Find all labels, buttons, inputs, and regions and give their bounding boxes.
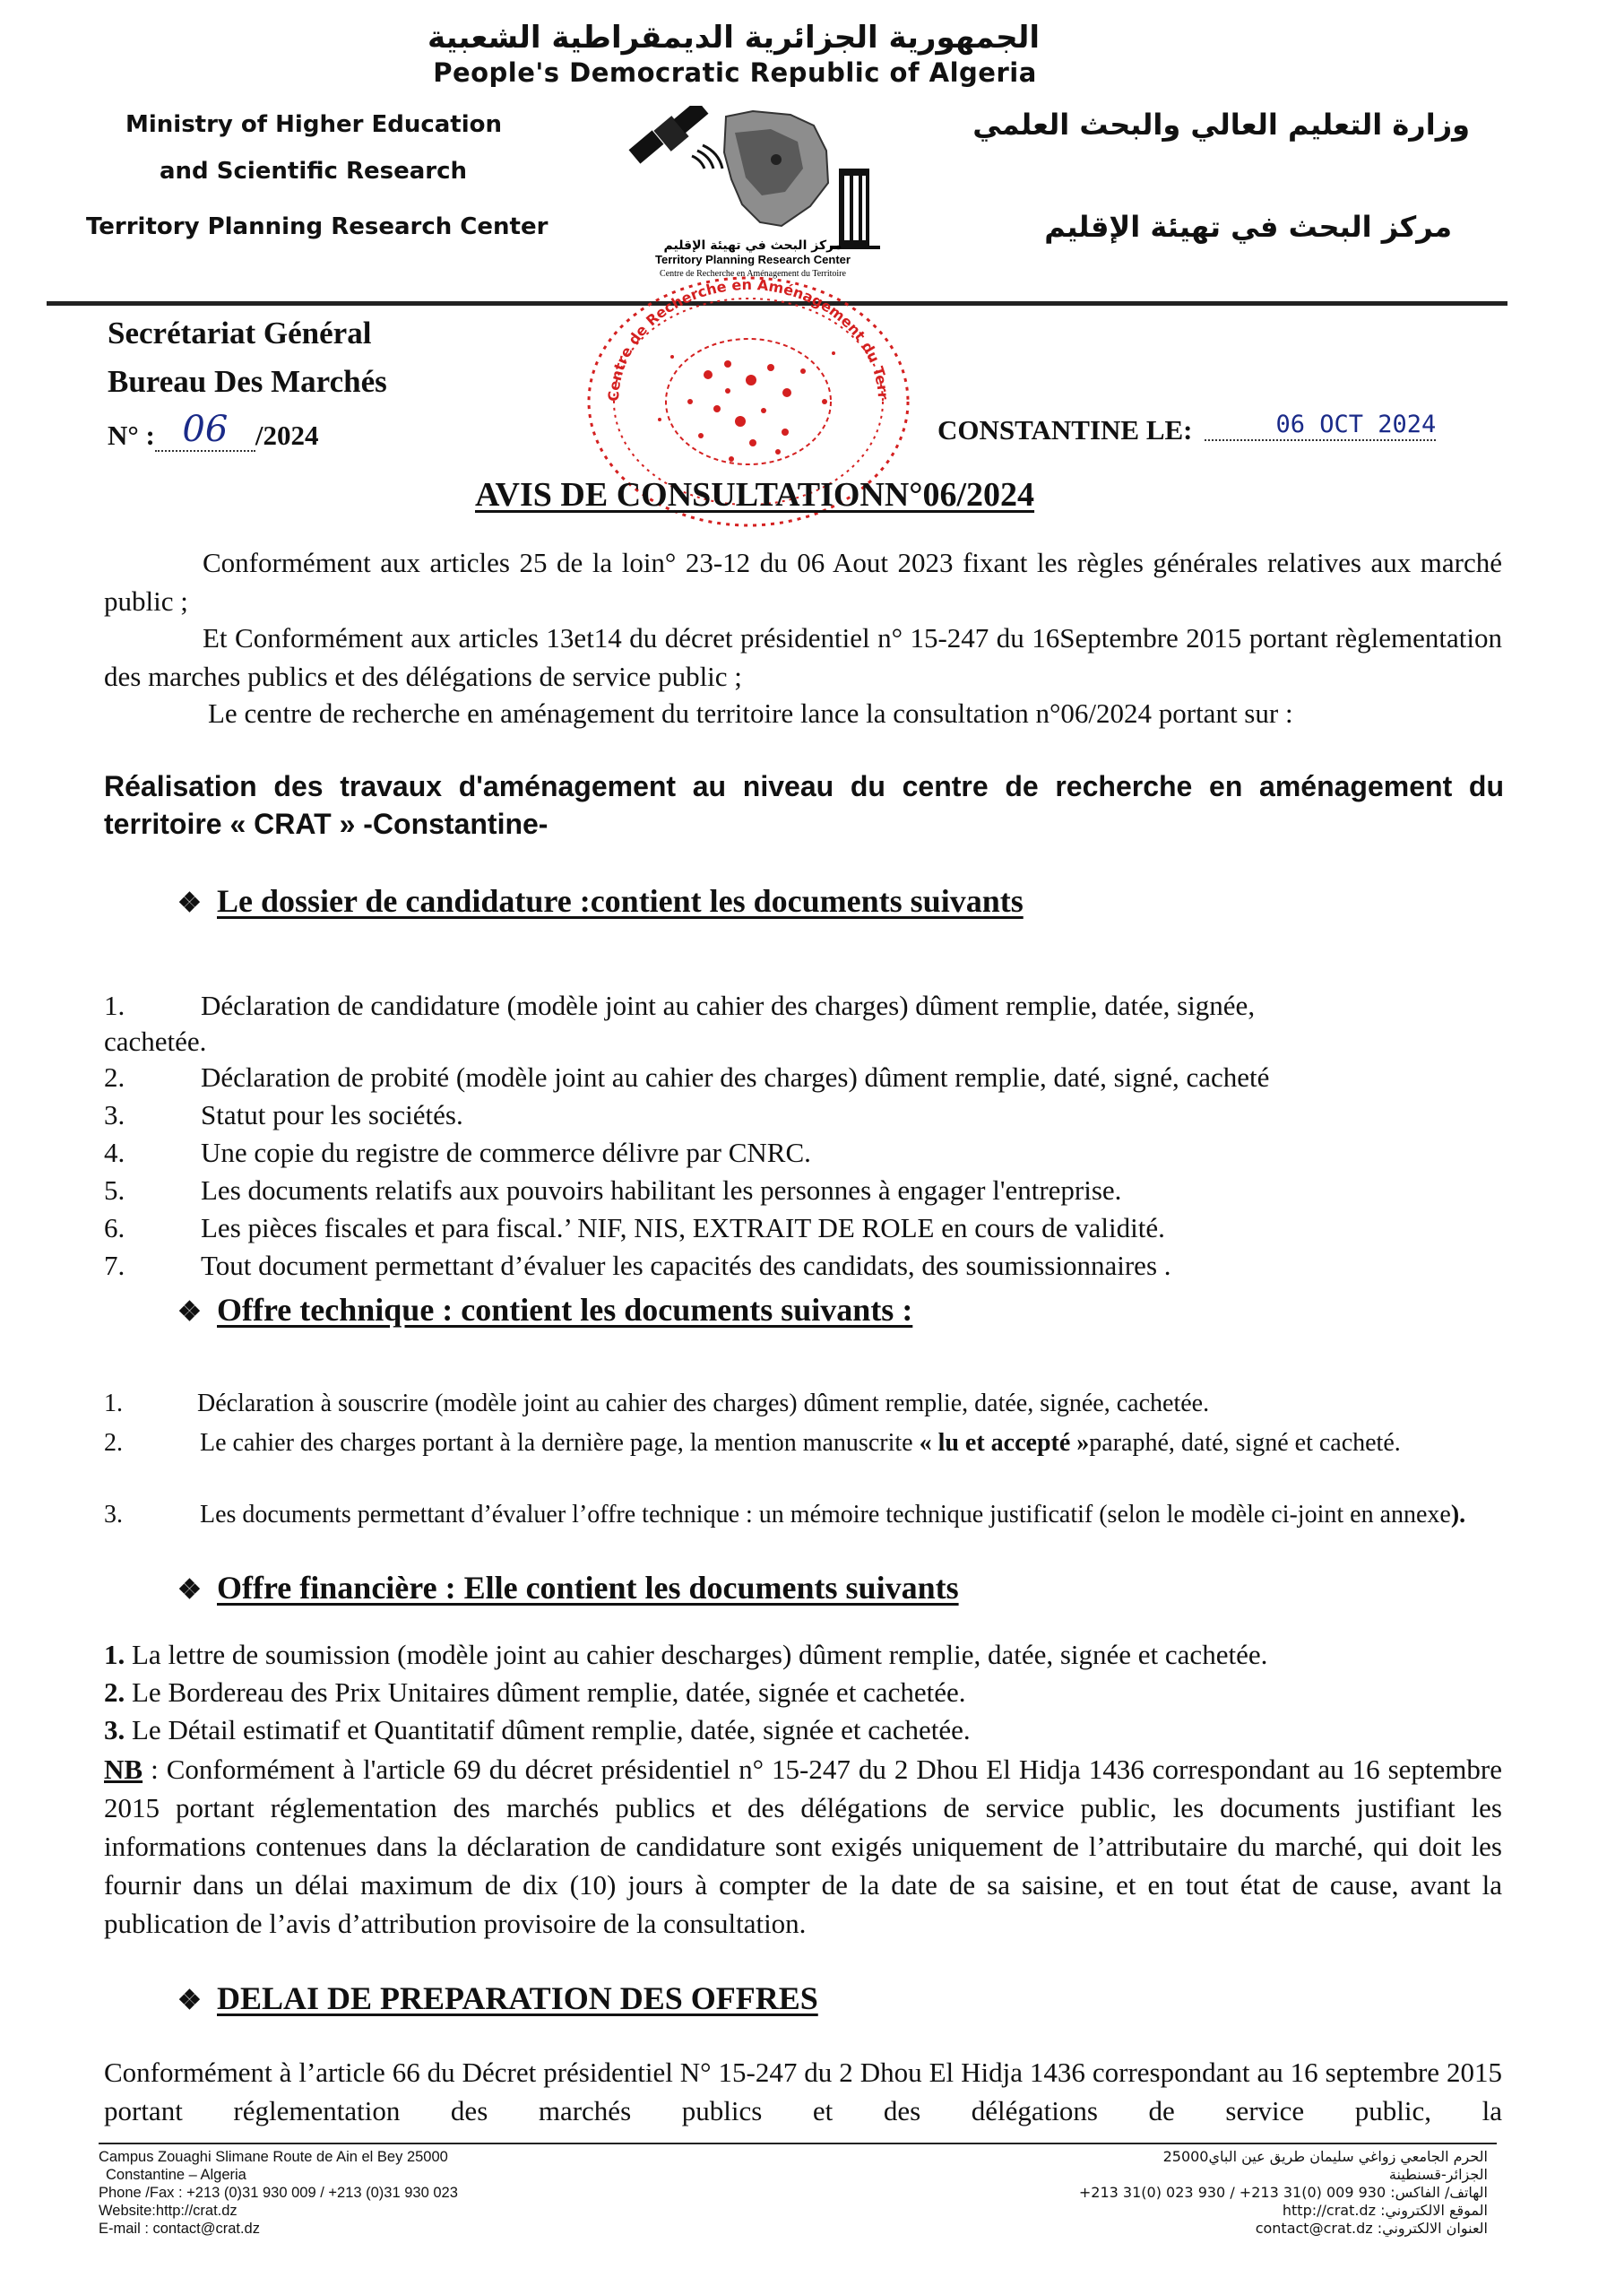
item-text: Déclaration à souscrire (modèle joint au cahier des charges) dûment remplie, datée, signée, cachetée.: [197, 1390, 1210, 1417]
footer-email[interactable]: E-mail : contact@crat.dz: [99, 2221, 260, 2237]
intro-paragraph-1: Conformément aux articles 25 de la loin° 23-12 du 06 Aout 2023 fixant les règles générales relatives aux marché public ;: [104, 547, 1502, 617]
item-number: 2.: [104, 1061, 125, 1093]
footer-city: Constantine – Algeria: [106, 2167, 246, 2183]
item-text: Le Bordereau des Prix Unitaires dûment remplie, datée, signée et cachetée.: [125, 1676, 966, 1708]
footer-phone: Phone /Fax : +213 (0)31 930 009 / +213 (0)31 930 023: [99, 2185, 458, 2201]
footer-phone-ar: الهاتف/ الفاكس: 930 009 (0)31 213+ / 930 023 (0)31 213+: [1078, 2184, 1488, 2201]
consultation-subject: Réalisation des travaux d'aménagement au niveau du centre de recherche en aménagement du territoire « CRAT » -Constantine-: [104, 770, 1504, 840]
item-number: 7.: [104, 1250, 125, 1281]
section-financiere-heading: [177, 1569, 959, 1606]
algeria-map-icon: [724, 111, 828, 226]
header-right-line2: مركز البحث في تهيئة الإقليم: [1044, 210, 1452, 244]
section-technique-heading: [177, 1291, 912, 1329]
date-stamp-value: 06 OCT 2024: [1275, 411, 1437, 438]
financiere-item: [104, 1714, 971, 1746]
logo-arabic-text: مركز البحث في تهيئة الإقليم: [663, 238, 842, 253]
item-number: 5.: [104, 1174, 125, 1206]
item-text: Statut pour les sociétés.: [201, 1099, 463, 1130]
item-text-end: ).: [1450, 1501, 1466, 1529]
item-text: Une copie du registre de commerce délivre par CNRC.: [201, 1137, 811, 1168]
footer-address-ar: الحرم الجامعي زواغي سليمان طريق عين الباي25000: [1162, 2148, 1488, 2165]
intro-paragraph-2: Et Conformément aux articles 13et14 du décret présidentiel n° 15-247 du 16Septembre 2015 portant règlementation des marches publics et des délégations de service public ;: [104, 622, 1502, 692]
footer-website[interactable]: Website:http://crat.dz: [99, 2203, 238, 2219]
header-left-line3: Territory Planning Research Center: [86, 213, 549, 240]
item-number: 3.: [104, 1501, 123, 1529]
nb-text: : Conformément à l'article 69 du décret présidentiel n° 15-247 du 2 Dhou El Hidja 1436 correspondant au 16 septembre 2015 portant réglementation des marchés publics et des délégations de service public, les documents justifiant les informations contenues dans la déclaration de candidature sont exigés uniquement de l’attributaire du marché, qui doit les fournir dans un délai maximum de dix (10) jours à compter de la date de sa saisine, et en tout état de cause, avant la publication de l’avis d’attribution provisoire de la consultation.: [104, 1754, 1502, 1939]
item-text: La lettre de soumission (modèle joint au cahier descharges) dûment remplie, datée, signée et cachetée.: [125, 1639, 1268, 1670]
item-number: 1.: [104, 1639, 125, 1670]
header-left-line2: and Scientific Research: [160, 158, 468, 185]
item-number: 3.: [104, 1714, 125, 1745]
item-text: Tout document permettant d’évaluer les capacités des candidats, des soumissionnaires .: [201, 1250, 1171, 1281]
item-text: Déclaration de candidature (modèle joint au cahier des charges) dûment remplie, datée, signée,: [201, 990, 1256, 1021]
item-emphasis: « lu et accepté »: [919, 1429, 1090, 1457]
technique-item-3: [104, 1497, 1502, 1533]
footer-email-ar[interactable]: العنوان الالكتروني: contact@crat.dz: [1255, 2220, 1488, 2237]
crat-logo: [618, 106, 923, 281]
intro-paragraph-3: Le centre de recherche en aménagement du territoire lance la consultation n°06/2024 portant sur :: [208, 697, 1293, 729]
section-candidature-title: Le dossier de candidature :contient les documents suivants: [217, 883, 1024, 919]
nb-label: NB: [104, 1754, 143, 1785]
number-value: 06: [182, 409, 229, 450]
financiere-item: [104, 1676, 965, 1709]
item-text: Les pièces fiscales et para fiscal.’ NIF, NIS, EXTRAIT DE ROLE en cours de validité.: [201, 1212, 1165, 1243]
technique-item-2: [104, 1425, 1502, 1461]
financiere-item: [104, 1639, 1267, 1671]
item-text: Les documents permettant d’évaluer l’offre technique : un mémoire technique justificatif (selon le modèle ci-joint en annexe: [200, 1501, 1451, 1529]
stamp-text: Centre de Recherche en Aménagement du Terr: [604, 275, 893, 403]
item-number: 4.: [104, 1137, 125, 1168]
header-arabic-republic: الجمهورية الجزائرية الديمقراطية الشعبية: [428, 20, 1040, 56]
header-english-republic: People's Democratic Republic of Algeria: [433, 57, 1037, 88]
reference-number: [108, 409, 319, 455]
footer-address: Campus Zouaghi Slimane Route de Ain el Bey 25000: [99, 2149, 448, 2165]
item-number: 1.: [104, 1390, 123, 1417]
section-candidature-heading: [177, 882, 1024, 920]
diamond-bullet-icon: ❖: [177, 1986, 202, 2015]
section-financiere-title: Offre financière : Elle contient les documents suivants: [217, 1570, 959, 1606]
footer-website-ar[interactable]: الموقع الالكتروني: http://crat.dz: [1282, 2202, 1488, 2219]
item-text-end: paraphé, daté, signé et cacheté.: [1089, 1429, 1401, 1457]
item-number: 6.: [104, 1212, 125, 1243]
item-text: Les documents relatifs aux pouvoirs habilitant les personnes à engager l'entreprise.: [201, 1174, 1122, 1206]
diamond-bullet-icon: ❖: [177, 888, 202, 918]
section-technique-title: Offre technique : contient les documents suivants :: [217, 1292, 913, 1328]
delai-paragraph: Conformément à l’article 66 du Décret présidentiel N° 15-247 du 2 Dhou El Hidja 1436 correspondant au 16 septembre 2015 portant réglementation des marchés publics et des délégations de service public, la: [104, 2057, 1502, 2126]
item-text: Déclaration de probité (modèle joint au cahier des charges) dûment remplie, daté, signé, cacheté: [201, 1061, 1270, 1093]
date-label: CONSTANTINE LE:: [937, 414, 1193, 446]
satellite-icon: [629, 106, 722, 169]
item-text: Le Détail estimatif et Quantitatif dûment remplie, datée, signée et cachetée.: [125, 1714, 971, 1745]
bureau-label: Bureau Des Marchés: [108, 364, 387, 399]
nb-paragraph: [104, 1750, 1502, 1943]
item-text: Le cahier des charges portant à la dernière page, la mention manuscrite: [200, 1429, 920, 1457]
footer-left: [99, 2148, 636, 2238]
document-title: AVIS DE CONSULTATIONN°06/2024: [475, 476, 1035, 514]
footer-city-ar: الجزائر-قسنطينة: [1388, 2166, 1488, 2183]
item-number: 3.: [104, 1099, 125, 1130]
footer-right: [986, 2148, 1488, 2238]
footer-divider: [99, 2143, 1497, 2144]
diamond-bullet-icon: ❖: [177, 1575, 202, 1605]
number-suffix: /2024: [255, 420, 319, 451]
header-right-line1: وزارة التعليم العالي والبحث العلمي: [972, 108, 1470, 142]
section-delai-title: DELAI DE PREPARATION DES OFFRES: [217, 1980, 818, 2016]
logo-english-text: Territory Planning Research Center: [655, 253, 851, 266]
item-number: 2.: [104, 1676, 125, 1708]
item-text-continued: cachetée.: [104, 1026, 207, 1057]
building-icon: [830, 169, 880, 247]
diamond-bullet-icon: ❖: [177, 1297, 202, 1327]
number-label: N° :: [108, 420, 155, 451]
logo-french-text: Centre de Recherche en Aménagement du Territoire: [660, 269, 846, 279]
item-number: 1.: [104, 990, 125, 1021]
header-left-line1: Ministry of Higher Education: [125, 111, 503, 138]
date-line: [937, 411, 1437, 448]
item-number: 2.: [104, 1429, 123, 1457]
logo-graphic: [618, 106, 923, 281]
secretariat-label: Secrétariat Général: [108, 316, 372, 351]
svg-text:Centre de Recherche en Aménage: [574, 267, 892, 402]
section-delai-heading: [177, 1979, 818, 2017]
